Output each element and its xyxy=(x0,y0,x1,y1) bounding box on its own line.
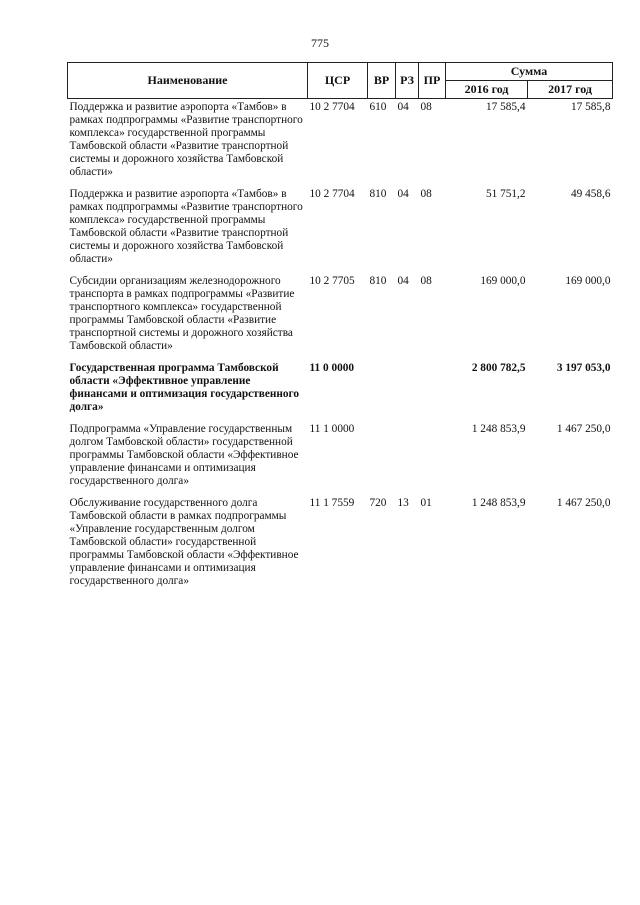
row-rz xyxy=(396,420,419,494)
page-number: 775 xyxy=(311,36,329,50)
row-amount-2016: 1 248 853,9 xyxy=(471,423,526,435)
row-amount-2017: 3 197 053,0 xyxy=(556,362,611,374)
row-pr: 08 xyxy=(420,275,432,287)
header-pr: ПР xyxy=(419,63,446,99)
row-amount-2017: 1 467 250,0 xyxy=(556,423,611,435)
row-rz: 04 xyxy=(397,188,409,200)
table-row xyxy=(68,99,613,186)
row-rz: 04 xyxy=(397,275,409,287)
table-row xyxy=(68,420,613,494)
header-csr: ЦСР xyxy=(308,63,368,99)
row-amount-2016: 1 248 853,9 xyxy=(471,497,526,509)
row-pr xyxy=(419,420,446,494)
row-name: Государственная программа Тамбовской области «Эффективное управление финансами и оптимизация государственного долга» xyxy=(69,362,300,413)
row-amount-2017: 17 585,8 xyxy=(570,101,611,113)
row-name: Поддержка и развитие аэропорта «Тамбов» в рамках подпрограммы «Развитие транспортного комплекса» государственной программы Тамбовской области «Развитие транспортной системы и дорожного хозяйства Тамбовской области» xyxy=(69,188,303,265)
table-row xyxy=(68,359,613,420)
header-vr: ВР xyxy=(368,63,396,99)
row-amount-2017: 169 000,0 xyxy=(565,275,611,287)
row-vr xyxy=(368,420,396,494)
row-pr: 01 xyxy=(420,497,432,509)
row-name: Обслуживание государственного долга Тамбовской области в рамках подпрограммы «Управление государственным долгом Тамбовской области» государственной программы Тамбовской области «Эффективное управление финансами и оптимизация государственного долга» xyxy=(69,497,299,587)
row-rz xyxy=(396,359,419,420)
table-row xyxy=(68,494,613,594)
table-row xyxy=(68,272,613,359)
row-csr: 11 1 7559 xyxy=(309,497,355,509)
row-vr: 720 xyxy=(369,497,387,509)
row-amount-2017: 49 458,6 xyxy=(570,188,611,200)
row-vr xyxy=(368,359,396,420)
row-csr: 11 0 0000 xyxy=(309,362,355,374)
row-csr: 10 2 7705 xyxy=(309,275,355,287)
row-amount-2016: 2 800 782,5 xyxy=(471,362,526,374)
header-name: Наименование xyxy=(68,63,308,99)
row-name: Поддержка и развитие аэропорта «Тамбов» в рамках подпрограммы «Развитие транспортного комплекса» государственной программы Тамбовской области «Развитие транспортной системы и дорожного хозяйства Тамбовской области» xyxy=(69,101,303,178)
row-name: Подпрограмма «Управление государственным долгом Тамбовской области» государственной программы Тамбовской области «Эффективное управление финансами и оптимизация государственного долга» xyxy=(69,423,299,487)
header-year-2016: 2016 год xyxy=(446,81,528,99)
row-amount-2016: 51 751,2 xyxy=(485,188,526,200)
header-year-2017: 2017 год xyxy=(528,81,613,99)
row-csr: 11 1 0000 xyxy=(309,423,355,435)
row-pr xyxy=(419,359,446,420)
row-amount-2017: 1 467 250,0 xyxy=(556,497,611,509)
row-pr: 08 xyxy=(420,101,432,113)
row-csr: 10 2 7704 xyxy=(309,101,355,113)
header-rz: РЗ xyxy=(396,63,419,99)
row-csr: 10 2 7704 xyxy=(309,188,355,200)
row-pr: 08 xyxy=(420,188,432,200)
row-vr: 610 xyxy=(369,101,387,113)
row-name: Субсидии организациям железнодорожного транспорта в рамках подпрограммы «Развитие транспортного комплекса» государственной программы Тамбовской области «Развитие транспортной системы и дорожного хозяйства Тамбовской области» xyxy=(69,275,295,352)
row-rz: 13 xyxy=(397,497,409,509)
table-body xyxy=(68,99,613,595)
row-rz: 04 xyxy=(397,101,409,113)
budget-table xyxy=(67,62,613,594)
header-sum: Сумма xyxy=(446,63,613,81)
row-amount-2016: 169 000,0 xyxy=(480,275,526,287)
table-row xyxy=(68,185,613,272)
row-amount-2016: 17 585,4 xyxy=(485,101,526,113)
row-vr: 810 xyxy=(369,275,387,287)
row-vr: 810 xyxy=(369,188,387,200)
